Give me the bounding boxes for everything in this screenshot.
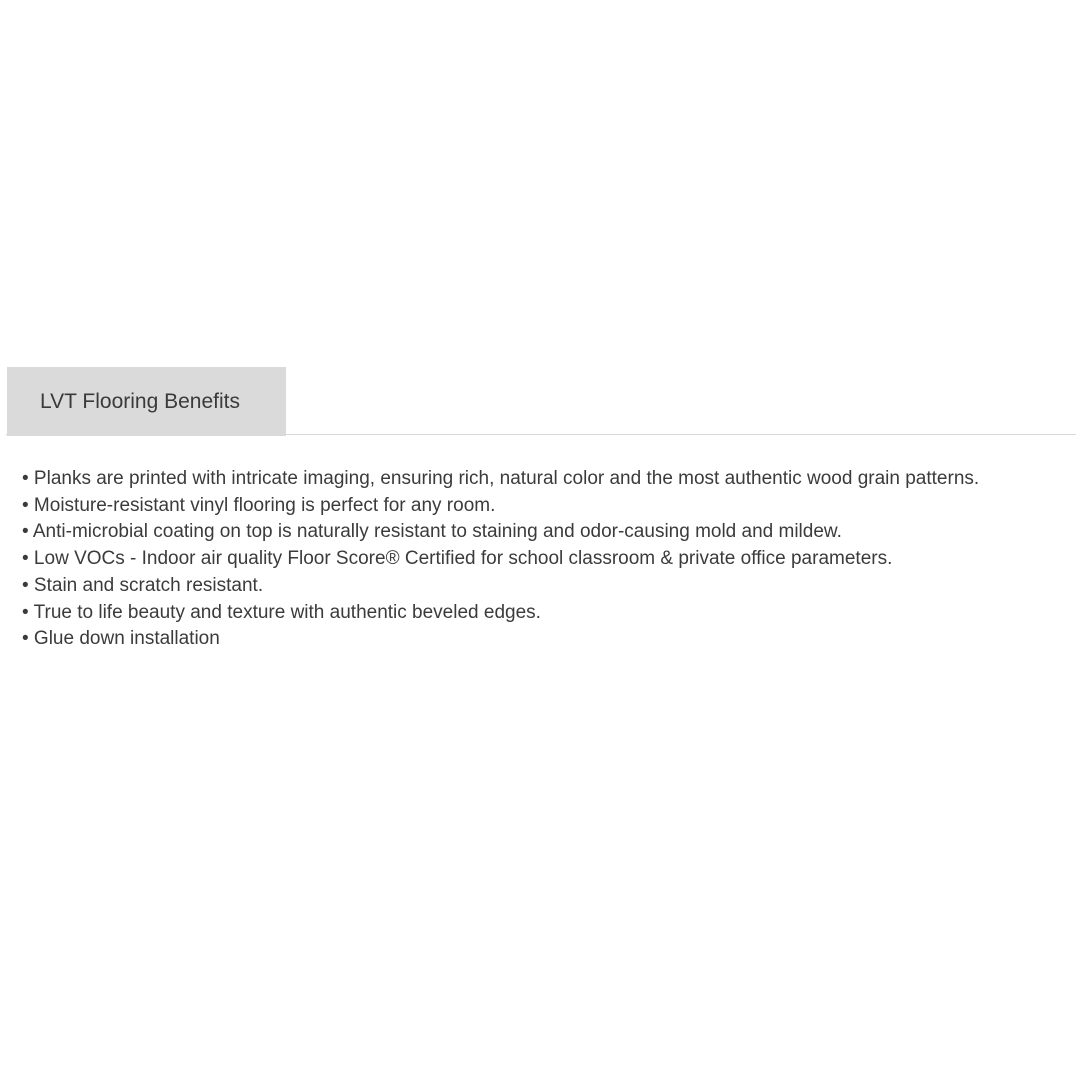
benefit-item: • Glue down installation bbox=[22, 628, 220, 650]
benefit-item: • Moisture-resistant vinyl flooring is perfect for any room. bbox=[22, 494, 496, 516]
tab-lvt-flooring-benefits[interactable]: LVT Flooring Benefits bbox=[7, 367, 286, 436]
tab-bar bbox=[6, 367, 1076, 435]
benefit-item: • True to life beauty and texture with authentic beveled edges. bbox=[22, 601, 541, 623]
benefit-item: • Planks are printed with intricate imaging, ensuring rich, natural color and the most authentic wood grain patterns. bbox=[22, 468, 980, 489]
benefit-item: • Stain and scratch resistant. bbox=[22, 574, 264, 596]
benefit-item: • Anti-microbial coating on top is naturally resistant to staining and odor-causing mold and mildew. bbox=[22, 521, 842, 543]
benefit-item: • Low VOCs - Indoor air quality Floor Score® Certified for school classroom & private office parameters. bbox=[22, 548, 893, 570]
benefits-list bbox=[22, 466, 1078, 653]
